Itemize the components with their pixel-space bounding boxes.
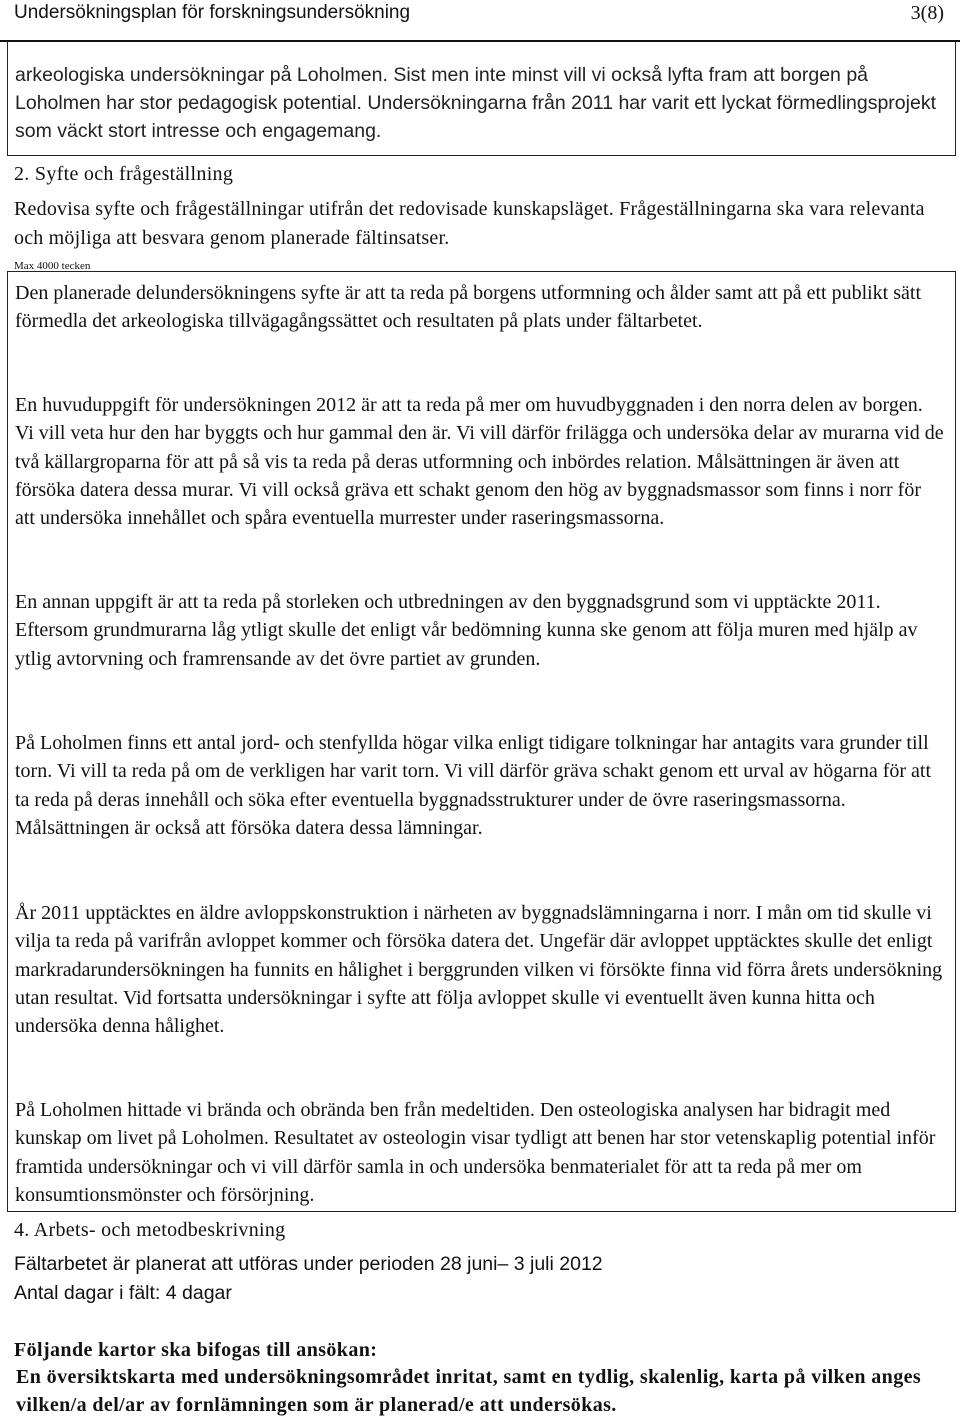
answer-paragraph: På Loholmen hittade vi brända och obrända ben från medeltiden. Den osteologiska analysen har bidragit med kunskap om livet på Loholmen. Resultatet av osteologin visar tydligt att benen har stor vetenskaplig potential inför framtida undersökningar och vi vill därför samla in och undersöka benmaterialet för att ta reda på mer om konsumtionsmönster och försörjning. [15, 1099, 936, 1206]
page-number: 3(8) [910, 2, 944, 24]
answer-text-box [7, 271, 956, 1212]
maps-heading: Följande kartor ska bifogas till ansökan: [14, 1339, 378, 1361]
answer-paragraph: Den planerade delundersökningens syfte är att ta reda på borgens utformning och ålder samt att på ett publikt sätt förmedla det arkeologiska tillvägagångssättet och resultaten på plats under fältarbetet. [15, 282, 922, 333]
answer-paragraph: På Loholmen finns ett antal jord- och stenfyllda högar vilka enligt tidigare tolkningar har antagits vara grunder till torn. Vi vill ta reda på om de verkligen har varit torn. Vi vill därför gräva schakt genom ett urval av högarna för att ta reda på deras innehåll och söka efter eventuella byggnadsstrukturer under de övre raseringsmassorna. Målsättningen är också att försöka datera dessa lämningar. [15, 732, 932, 839]
answer-paragraph: År 2011 upptäcktes en äldre avloppskonstruktion i närheten av byggnadslämningarna i norr. I mån om tid skulle vi vilja ta reda på varifrån avloppet kommer och försöka datera det. Ungefär där avloppet upptäcktes skulle det enligt markradarundersökningen ha funnits en hålighet i berggrunden vilken vi försökte finna vid förra årets undersökning utan resultat. Vid fortsatta undersökningar i syfte att följa avloppet skulle vi eventuellt även kunna hitta och undersöka denna hålighet. [15, 902, 943, 1038]
intro-text: arkeologiska undersökningar på Loholmen. Sist men inte minst vill vi också lyfta fram att borgen på Loholmen har stor pedagogisk potential. Undersökningarna från 2011 har varit ett lyckat förmedlingsprojekt som väckt stort intresse och engagemang. [15, 64, 936, 142]
intro-text-box [7, 41, 956, 156]
fieldwork-days: Antal dagar i fält: 4 dagar [14, 1282, 232, 1304]
section-2-heading: 2. Syfte och frågeställning [14, 163, 234, 185]
answer-paragraph: En huvuduppgift för undersökningen 2012 är att ta reda på mer om huvudbyggnaden i den norra delen av borgen. Vi vill veta hur den har byggts och hur gammal den är. Vi vill därför frilägga och undersöka delar av murarna vid de två källargroparna för att på så vis ta reda på deras utformning och inbördes relation. Målsättningen är även att försöka datera dessa murar. Vi vill också gräva ett schakt genom den hög av byggnadsmassor som finns i norr för att undersöka innehållet och spåra eventuella murrester under raseringsmassorna. [15, 394, 944, 530]
page-header [14, 0, 944, 28]
maps-requirement: En översiktskarta med undersökningsområdet inritat, samt en tydlig, skalenlig, karta på vilken anges vilken/a del/ar av fornlämningen som är planerad/e att undersökas. [16, 1366, 922, 1416]
answer-paragraph: En annan uppgift är att ta reda på storleken och utbredningen av den byggnadsgrund som vi upptäckte 2011. Eftersom grundmurarna låg ytligt skulle det enligt vår bedömning kunna ske genom att följa muren med hjälp av ytlig avtorvning och framrensande av det övre partiet av grunden. [15, 591, 918, 670]
document-title: Undersökningsplan för forskningsundersökning [14, 2, 411, 23]
max-length-note: Max 4000 tecken [14, 260, 91, 272]
section-4-heading: 4. Arbets- och metodbeskrivning [14, 1219, 286, 1241]
fieldwork-period: Fältarbetet är planerat att utföras under perioden 28 juni– 3 juli 2012 [14, 1253, 603, 1275]
section-2-instruction: Redovisa syfte och frågeställningar utifrån det redovisade kunskapsläget. Frågeställningarna ska vara relevanta och möjliga att besvara genom planerade fältinsatser. [14, 198, 925, 249]
